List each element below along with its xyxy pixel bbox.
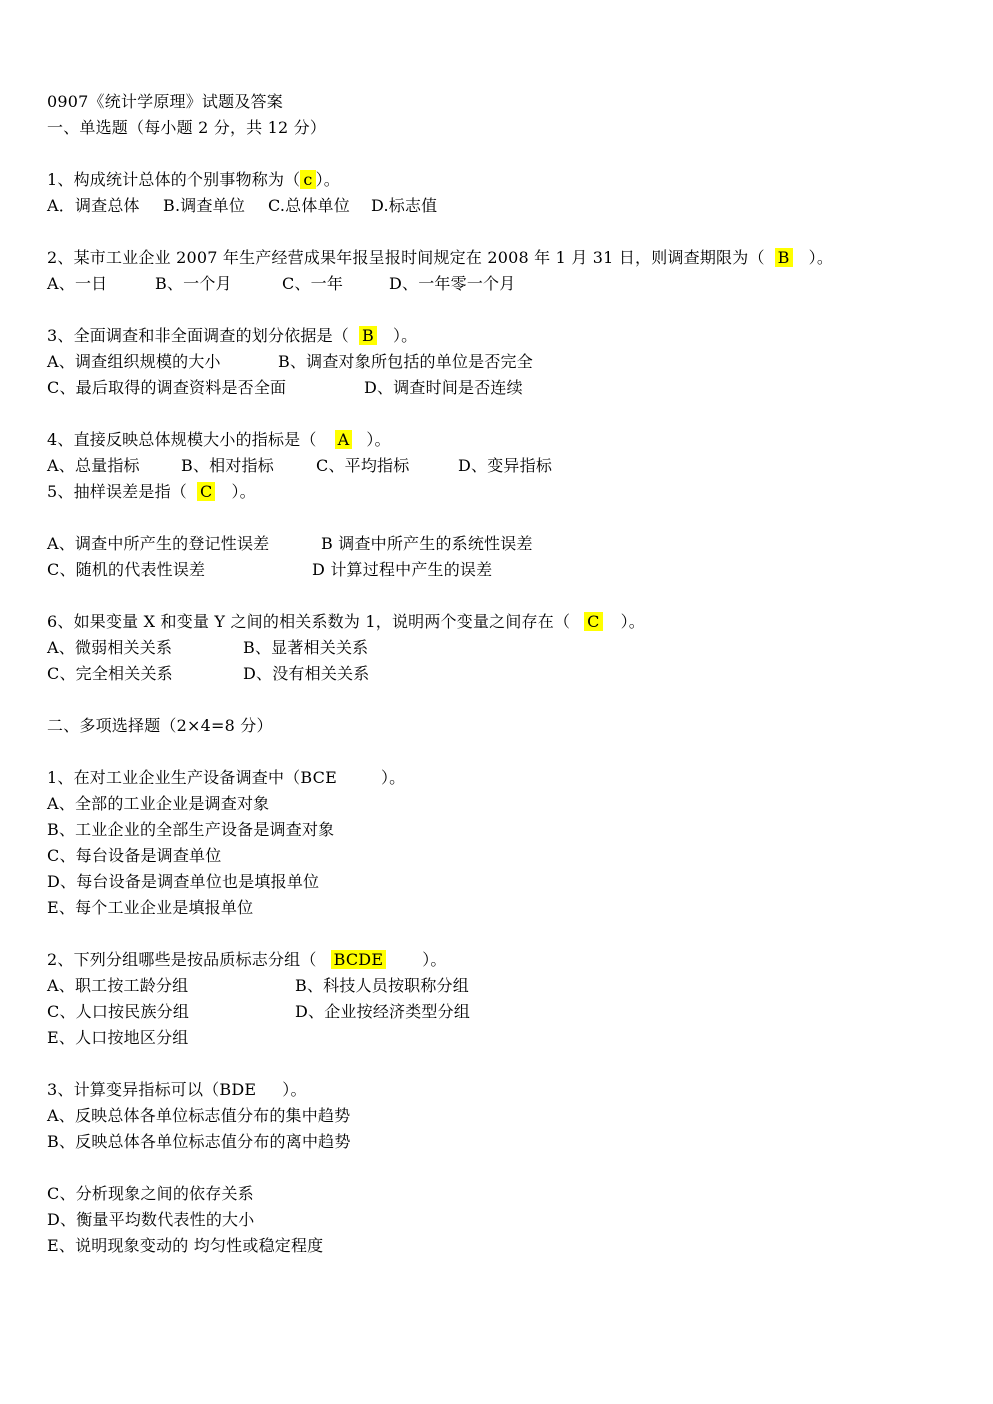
question-tail: ）。 (422, 950, 447, 969)
option-b: B、科技人员按职称分组 (295, 976, 469, 995)
question-tail: ）。 (366, 430, 391, 449)
question-3 (47, 323, 417, 349)
option-row (47, 349, 533, 375)
answer-highlight: c (300, 170, 315, 189)
multi-question-3 (47, 1077, 307, 1103)
option-e: E、人口按地区分组 (47, 1028, 189, 1047)
question-1 (47, 167, 340, 193)
multi-question-2 (47, 947, 447, 973)
option-d: D、变异指标 (458, 456, 553, 475)
option-row (47, 375, 523, 401)
question-text: 1、构成统计总体的个别事物称为（ (47, 170, 301, 189)
question-tail: ）。 (315, 170, 340, 189)
option-c: C、一年 (282, 274, 344, 293)
question-2 (47, 245, 833, 271)
option-c: C、分析现象之间的依存关系 (47, 1184, 254, 1203)
option-a: A、职工按工龄分组 (47, 976, 189, 995)
answer-highlight: B (359, 326, 377, 345)
option-d: D、没有相关关系 (243, 664, 370, 683)
question-text: 3、全面调查和非全面调查的划分依据是（ (47, 326, 349, 345)
option-b: B.调查单位 (163, 196, 246, 215)
answer-highlight: C (197, 482, 215, 501)
option-a: A、总量指标 (47, 456, 140, 475)
question-tail: ）。 (392, 326, 418, 345)
option-a: A、全部的工业企业是调查对象 (47, 794, 270, 813)
option-row (47, 635, 369, 661)
question-text: 3、计算变异指标可以（BDE (47, 1080, 257, 1099)
question-tail: ）。 (380, 768, 406, 787)
option-a: A、一日 (47, 274, 108, 293)
multi-question-1 (47, 765, 405, 791)
option-d: D、一年零一个月 (389, 274, 516, 293)
question-text: 4、直接反映总体规模大小的指标是（ (47, 430, 317, 449)
question-tail: ）。 (282, 1080, 307, 1099)
question-text: 2、下列分组哪些是按品质标志分组（ (47, 950, 317, 969)
option-c: C、人口按民族分组 (47, 1002, 190, 1021)
answer-highlight: C (584, 612, 602, 631)
option-b: B、显著相关关系 (243, 638, 369, 657)
option-b: B、反映总体各单位标志值分布的离中趋势 (47, 1132, 351, 1151)
question-tail: ）。 (808, 248, 834, 267)
option-b: B、调查对象所包括的单位是否完全 (278, 352, 533, 371)
answer-highlight: A (335, 430, 353, 449)
option-d: D、衡量平均数代表性的大小 (47, 1210, 255, 1229)
option-row (47, 999, 471, 1025)
option-row (47, 557, 493, 583)
option-c: C、平均指标 (316, 456, 410, 475)
option-row (47, 193, 438, 219)
option-a: A．调查总体 (47, 196, 140, 215)
option-e: E、每个工业企业是填报单位 (47, 898, 254, 917)
question-tail: ）。 (231, 482, 256, 501)
option-row (47, 661, 370, 687)
option-row (47, 453, 553, 479)
option-c: C、最后取得的调查资料是否全面 (47, 378, 287, 397)
option-d: D 计算过程中产生的误差 (312, 560, 493, 579)
option-a: A、调查组织规模的大小 (47, 352, 221, 371)
option-d: D、企业按经济类型分组 (295, 1002, 471, 1021)
answer-highlight: BCDE (331, 950, 387, 969)
option-c: C.总体单位 (268, 196, 350, 215)
question-text: 2、某市工业企业 2007 年生产经营成果年报呈报时间规定在 2008 年 1 月 31 日，则调查期限为（ (47, 248, 765, 267)
option-a: A、调查中所产生的登记性误差 (47, 534, 270, 553)
option-d: D、调查时间是否连续 (364, 378, 523, 397)
question-tail: ）。 (620, 612, 646, 631)
question-6 (47, 609, 645, 635)
option-c: C、每台设备是调查单位 (47, 846, 222, 865)
option-b: B、相对指标 (181, 456, 274, 475)
option-d: D、每台设备是调查单位也是填报单位 (47, 872, 320, 891)
option-a: A、微弱相关关系 (47, 638, 173, 657)
option-row (47, 531, 533, 557)
section-heading-single-choice: 一、单选题（每小题 2 分，共 12 分） (47, 118, 327, 137)
question-5 (47, 479, 256, 505)
question-text: 6、如果变量 X 和变量 Y 之间的相关系数为 1，说明两个变量之间存在（ (47, 612, 571, 631)
document-title: 0907《统计学原理》试题及答案 (47, 92, 283, 111)
option-c: C、随机的代表性误差 (47, 560, 206, 579)
option-b: B、工业企业的全部生产设备是调查对象 (47, 820, 335, 839)
option-b: B 调查中所产生的系统性误差 (321, 534, 533, 553)
question-text: 5、抽样误差是指（ (47, 482, 187, 501)
option-c: C、完全相关关系 (47, 664, 173, 683)
question-text: 1、在对工业企业生产设备调查中（BCE (47, 768, 337, 787)
option-row (47, 271, 516, 297)
option-e: E、说明现象变动的 均匀性或稳定程度 (47, 1236, 324, 1255)
option-row (47, 973, 469, 999)
answer-highlight: B (775, 248, 793, 267)
question-4 (47, 427, 391, 453)
option-d: D.标志值 (371, 196, 438, 215)
option-b: B、一个月 (155, 274, 232, 293)
section-heading-multiple-choice: 二、多项选择题（2×4=8 分） (47, 716, 273, 735)
option-a: A、反映总体各单位标志值分布的集中趋势 (47, 1106, 351, 1125)
